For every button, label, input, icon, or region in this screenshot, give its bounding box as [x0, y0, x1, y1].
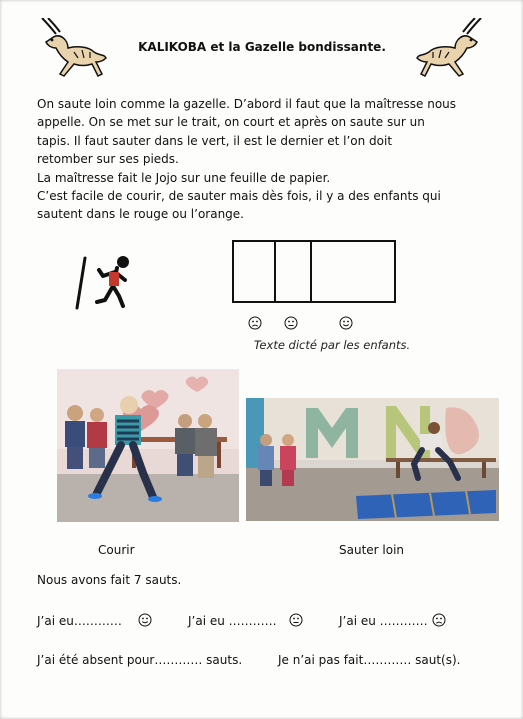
intro-text [37, 95, 487, 224]
zone-divider [274, 242, 276, 301]
result-sad-text: J’ai eu ………… [339, 614, 428, 628]
run-label: Courir [98, 543, 135, 557]
neutral-face-icon [289, 613, 303, 627]
runner-icon [73, 250, 137, 312]
jump-label: Sauter loin [339, 543, 405, 557]
intro-line: On saute loin comme la gazelle. D’abord il faut que la maîtresse nous [37, 97, 457, 111]
result-happy-text: J’ai eu………… [37, 614, 122, 628]
result-neutral [188, 613, 303, 628]
jumps-count-text: Nous avons fait 7 sauts. [37, 573, 182, 587]
dictated-caption: Texte dicté par les enfants. [253, 338, 411, 352]
happy-face-icon [339, 316, 353, 330]
intro-line: C’est facile de courir, de sauter mais dès fois, il y a des enfants qui [37, 189, 441, 204]
gazelle-icon [415, 18, 485, 84]
running-photo [57, 369, 239, 522]
neutral-face-icon [284, 316, 298, 330]
happy-face-icon [138, 613, 152, 627]
not-done-text: Je n’ai pas fait………… saut(s). [278, 653, 461, 667]
zone-divider [310, 242, 312, 301]
intro-line: retomber sur ses pieds. [37, 152, 179, 167]
sad-face-icon [432, 613, 446, 627]
result-happy [37, 613, 152, 628]
absent-text: J’ai été absent pour………… sauts. [37, 653, 243, 667]
jumping-photo [246, 398, 499, 521]
sad-face-icon [248, 316, 262, 330]
result-neutral-text: J’ai eu ………… [188, 614, 277, 628]
intro-line: tapis. Il faut sauter dans le vert, il est le dernier et l’on doit [37, 133, 393, 148]
result-sad [339, 613, 446, 628]
intro-line: sautent dans le rouge ou l’orange. [37, 207, 244, 222]
jump-zones-diagram [232, 240, 396, 303]
page-title: KALIKOBA et la Gazelle bondissante. [138, 40, 386, 54]
intro-line: La maîtresse fait le Jojo sur une feuille de papier. [37, 170, 331, 185]
gazelle-icon [38, 18, 108, 84]
intro-line: appelle. On se met sur le trait, on court et après on saute sur un [37, 115, 425, 130]
